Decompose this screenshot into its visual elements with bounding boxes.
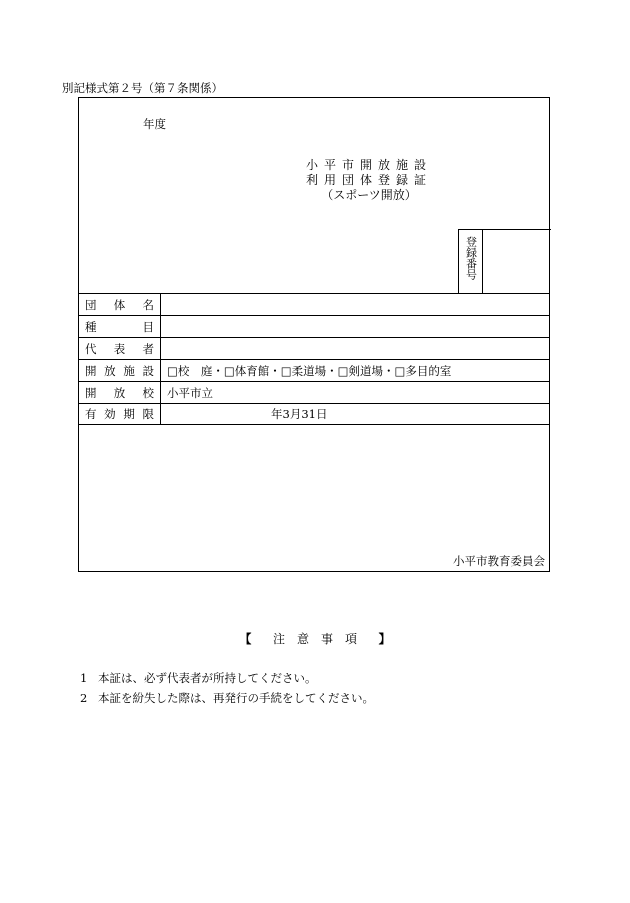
- notes-heading: [0, 630, 630, 647]
- label-char: 名: [142, 297, 154, 312]
- label-char: 者: [142, 341, 154, 356]
- label-char: 開: [85, 363, 97, 378]
- note-number: 1: [80, 671, 88, 685]
- open-school-value[interactable]: 小平市立: [167, 385, 213, 400]
- row-validity-period: [79, 403, 549, 425]
- row-group-name: [79, 293, 549, 315]
- label-char: 表: [113, 341, 126, 356]
- notes-list: [80, 668, 374, 708]
- label-char: 施: [123, 363, 135, 378]
- registration-number-value[interactable]: [483, 230, 551, 293]
- row-open-school: [79, 381, 549, 403]
- label-char: 放: [104, 363, 116, 378]
- label-char: 有: [85, 407, 97, 421]
- label-char: 期: [123, 407, 135, 421]
- certificate-frame: [78, 97, 550, 572]
- title-line-2: 利用団体登録証: [305, 173, 432, 187]
- form-label: 別記様式第２号（第７条関係）: [62, 81, 223, 95]
- title-line-3: （スポーツ開放）: [321, 188, 417, 202]
- row-label-representative: [79, 338, 161, 359]
- certificate-title: [79, 158, 549, 203]
- label-char: 効: [104, 407, 116, 421]
- validity-period-value[interactable]: 年3月31日: [271, 407, 328, 421]
- note-item: [80, 688, 374, 708]
- row-label-group-name: [79, 294, 161, 315]
- label-char: 種: [85, 319, 97, 334]
- label-char: 開: [85, 385, 97, 400]
- row-label-validity-period: [79, 404, 161, 424]
- notes-heading-text: 注 意 事 項: [272, 632, 357, 646]
- row-label-open-facility: [79, 360, 161, 381]
- note-text: 本証は、必ず代表者が所持してください。: [98, 671, 317, 685]
- label-char: 放: [113, 385, 126, 400]
- label-char: 校: [142, 385, 154, 400]
- issuer-name: 小平市教育委員会: [453, 554, 545, 568]
- label-char: 目: [142, 319, 154, 334]
- open-facility-options[interactable]: □校 庭・□体育館・□柔道場・□剣道場・□多目的室: [167, 363, 452, 378]
- heading-bracket-open: 【: [239, 632, 252, 646]
- row-label-open-school: [79, 382, 161, 403]
- row-open-facility: [79, 359, 549, 381]
- heading-bracket-close: 】: [378, 632, 391, 646]
- row-event-type: [79, 315, 549, 337]
- row-label-event-type: [79, 316, 161, 337]
- note-number: 2: [80, 691, 88, 705]
- note-text: 本証を紛失した際は、再発行の手続をしてください。: [98, 691, 374, 705]
- label-char: 限: [142, 407, 154, 421]
- label-char: 団: [85, 297, 97, 312]
- label-char: 代: [85, 341, 97, 356]
- label-char: 体: [113, 297, 126, 312]
- fiscal-year-label: 年度: [143, 117, 166, 131]
- note-item: [80, 668, 374, 688]
- row-representative: [79, 337, 549, 359]
- label-char: 設: [142, 363, 154, 378]
- registration-number-label: 登録番号: [459, 230, 483, 293]
- registration-number-box: [458, 229, 551, 293]
- title-line-1: 小平市開放施設: [305, 158, 432, 172]
